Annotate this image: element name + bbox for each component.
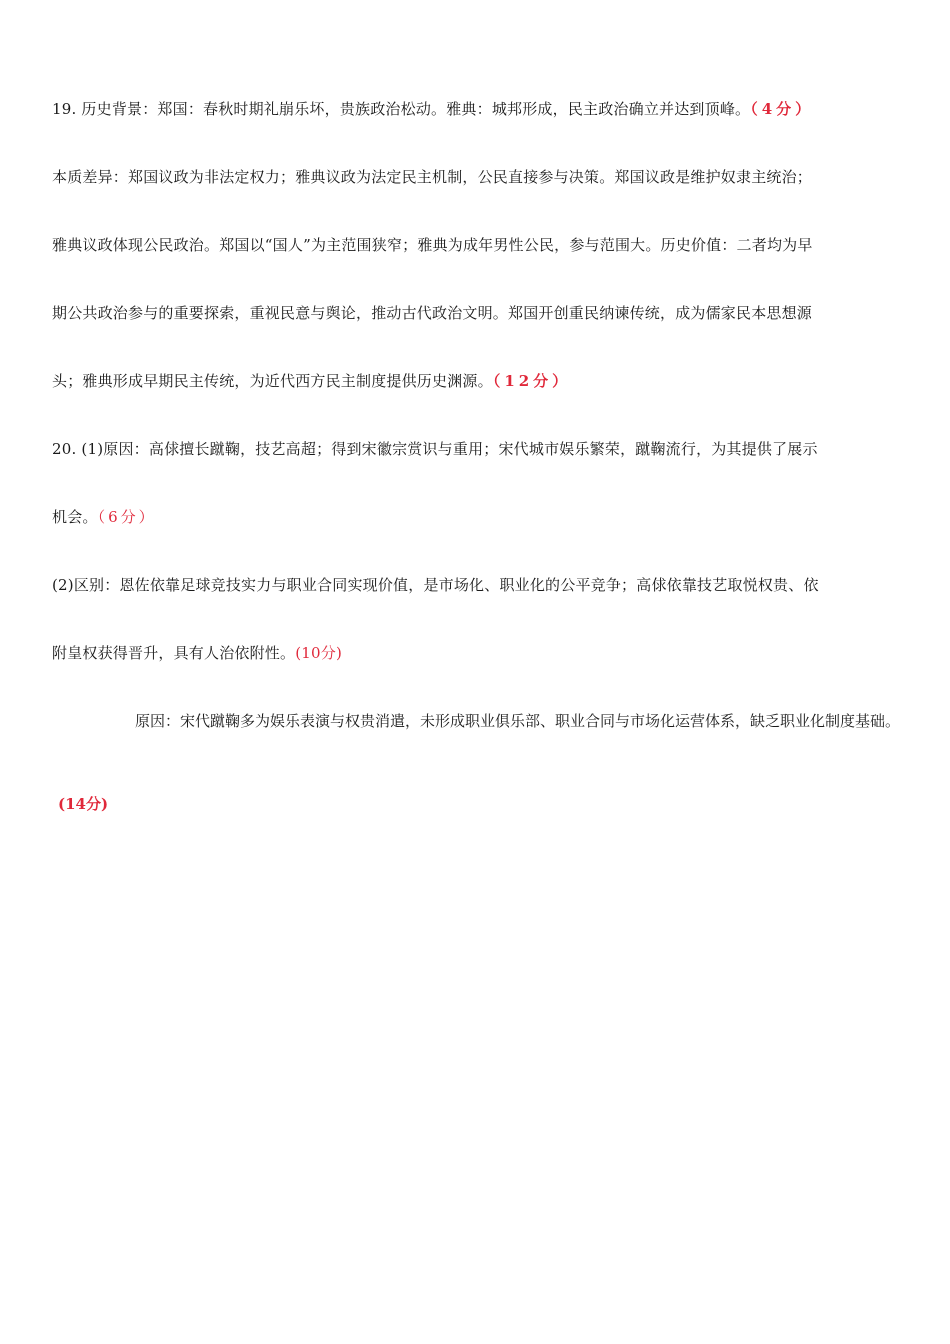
q20-part1-text: 20. (1)原因：高俅擅长蹴鞠，技艺高超；得到宋徽宗赏识与重用；宋代城市娱乐繁荣，蹴鞠流行，为其提供了展示 [52,440,818,458]
q19-line-4 [52,303,902,323]
q19-line-3 [52,235,902,255]
q19-difference-text: 本质差异：郑国议政为非法定权力；雅典议政为法定民主机制，公民直接参与决策。郑国议政是维护奴隶主统治； [52,168,813,186]
q20-score-10: (10分) [295,644,342,662]
q20-score-14: (14分) [58,795,109,813]
q20-part1-text-cont: 机会。 [52,508,98,526]
q19-background-text: 19. 历史背景：郑国：春秋时期礼崩乐坏，贵族政治松动。雅典：城邦形成，民主政治确立并达到顶峰。 [52,100,751,118]
q20-score-6: （6分） [97,508,157,526]
q19-difference-text-cont: 雅典议政体现公民政治。郑国以“国人”为主范围狭窄；雅典为成年男性公民，参与范围大。历史价值：二者均为早 [52,236,813,254]
q19-line-2 [52,167,902,187]
q20-part2-text: (2)区别：恩佐依靠足球竞技实力与职业合同实现价值，是市场化、职业化的公平竞争；高俅依靠技艺取悦权贵、依 [52,576,819,594]
q20-line-1 [52,439,902,459]
q20-line-4 [52,643,902,663]
q20-line-2 [52,507,902,527]
q19-value-text-cont: 头；雅典形成早期民主传统，为近代西方民主制度提供历史渊源。 [52,372,493,390]
q19-line-1 [52,99,902,119]
q20-line-3 [52,575,902,595]
q19-value-text: 期公共政治参与的重要探索，重视民意与舆论，推动古代政治文明。郑国开创重民纳谏传统，成为儒家民本思想源 [52,304,813,322]
q20-part2-text-cont: 附皇权获得晋升，具有人治依附性。 [52,644,296,662]
q20-reason-text: 原因：宋代蹴鞠多为娱乐表演与权贵消遣，未形成职业俱乐部、职业合同与市场化运营体系，缺乏职业化制度基础。 [134,712,900,730]
q20-reason-paragraph [85,711,900,731]
q19-score-4: （4分） [750,100,815,118]
q19-line-5 [52,371,902,391]
q19-score-12: （12分） [492,372,572,390]
